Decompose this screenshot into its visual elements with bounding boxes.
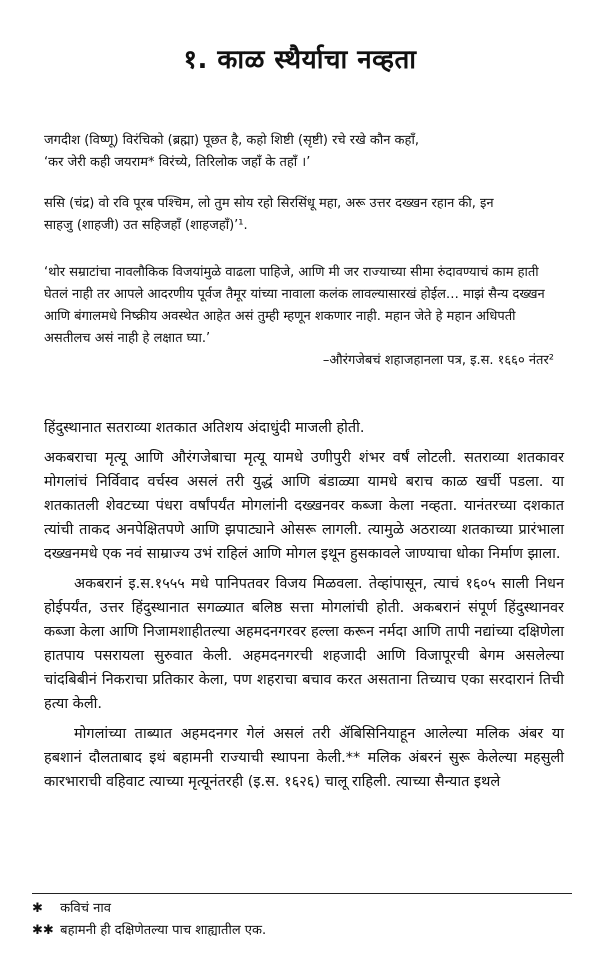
letter-quote: ‘थोर सम्राटांचा नावलौकिक विजयांमुळे वाढला पाहिजे, आणि मी जर राज्याच्या सीमा रुंदावण्याचं काम हाती घेतलं नाही तर आपले आदरणीय पूर्वज तैमूर यांच्या नावाला कलंक लावल्यासारखं होईल… माझं सैन्य दख्खन आणि बंगालमधे निष्क्रीय अवस्थेत आहेत असं तुम्ही म्हणून शकणार नाही. महान जेते हे महान अधिपती असतीलच असं नाही हे लक्षात घ्या.’ [44,265,545,346]
letter-attribution: –औरंगजेबचं शहाजहानला पत्र, इ.स. १६६० नंतर² [322,353,554,368]
poem-line: ‘कर जेरी कही जयराम* विरंच्ये, तिरिलोक जहाँ के तहाँ ।’ [44,155,311,170]
chapter-title: १. काळ स्थैर्याचा नव्हता [183,45,417,75]
poem-line: साहजु (शाहजी) उत सहिजहाँ (शाहजहाँ)’¹. [44,218,248,233]
epigraph-poem-stanza-1 [44,130,564,174]
epigraph-poem-stanza-2 [44,193,564,237]
footnote-mark: ✱ [32,901,43,916]
poem-line: ससि (चंद्र) वो रवि पूरब पश्चिम, लो तुम सोय रहो सिरसिंधू महा, अरू उत्तर दख्खन रहान की, इन [44,196,494,211]
footnotes [32,898,572,942]
footnote-divider [32,893,572,894]
paragraph: मोगलांच्या ताब्यात अहमदनगर गेलं असलं तरी ॲबिसिनियाहून आलेल्या मलिक अंबर या हबशानं दौलताबाद इथं बहामनी राज्याची स्थापना केली.** मलिक अंबरनं सुरू केलेल्या महसुली कारभाराची वहिवाट त्याच्या मृत्यूनंतरही (इ.स. १६२६) चालू राहिली. त्याच्या सैन्यात इथले [44,726,564,790]
poem-line: जगदीश (विष्णू) विरंचिको (ब्रह्मा) पूछत है, कहो शिष्टी (सृष्टी) रचे रखे कौन कहाँ, [44,133,419,148]
epigraph-letter [44,262,564,372]
body-text [44,416,564,800]
footnote-mark: ✱✱ [32,923,54,938]
footnote-1 [32,898,572,920]
paragraph: हिंदुस्थानात सतराव्या शतकात अतिशय अंदाधुंदी माजली होती. [44,420,365,436]
footnote-text: कविचं नाव [60,901,111,916]
footnote-2 [32,920,572,942]
footnote-text: बहामनी ही दक्षिणेतल्या पाच शाह्यातील एक. [60,923,267,938]
paragraph: अकबरानं इ.स.१५५५ मधे पानिपतवर विजय मिळवला. तेव्हांपासून, त्याचं १६०५ साली निधन होईपर्यंत, उत्तर हिंदुस्थानात सगळ्यात बलिष्ठ सत्ता मोगलांची होती. अकबरानं संपूर्ण हिंदुस्थानवर कब्जा केला आणि निजामशाहीतल्या अहमदनगरवर हल्ला करून नर्मदा आणि तापी नद्यांच्या दक्षिणेला हातपाय पसरायला सुरुवात केली. अहमदनगरची शहजादी आणि विजापूरची बेगम असलेल्या चांदबिबीनं निकराचा प्रतिकार केला, पण शहराचा बचाव करत असताना तिच्याच एका सरदारानं तिची हत्या केली. [44,576,564,712]
paragraph: अकबराचा मृत्यू आणि औरंगजेबाचा मृत्यू यामधे उणीपुरी शंभर वर्षं लोटली. सतराव्या शतकावर मोगलांचं निर्विवाद वर्चस्व असलं तरी युद्धं आणि बंडाळ्या यामधे बराच काळ खर्ची पडला. या शतकातली शेवटच्या पंधरा वर्षांपर्यंत मोगलांनी दख्खनवर कब्जा केला नव्हता. यानंतरच्या दशकात त्यांची ताकद अनपेक्षितपणे आणि झपाट्याने ओसरू लागली. त्यामुळे अठराव्या शतकाच्या प्रारंभाला दख्खनमधे एक नवं साम्राज्य उभं राहिलं आणि मोगल इथून हुसकावले जाण्याचा धोका निर्माण झाला. [44,450,564,562]
